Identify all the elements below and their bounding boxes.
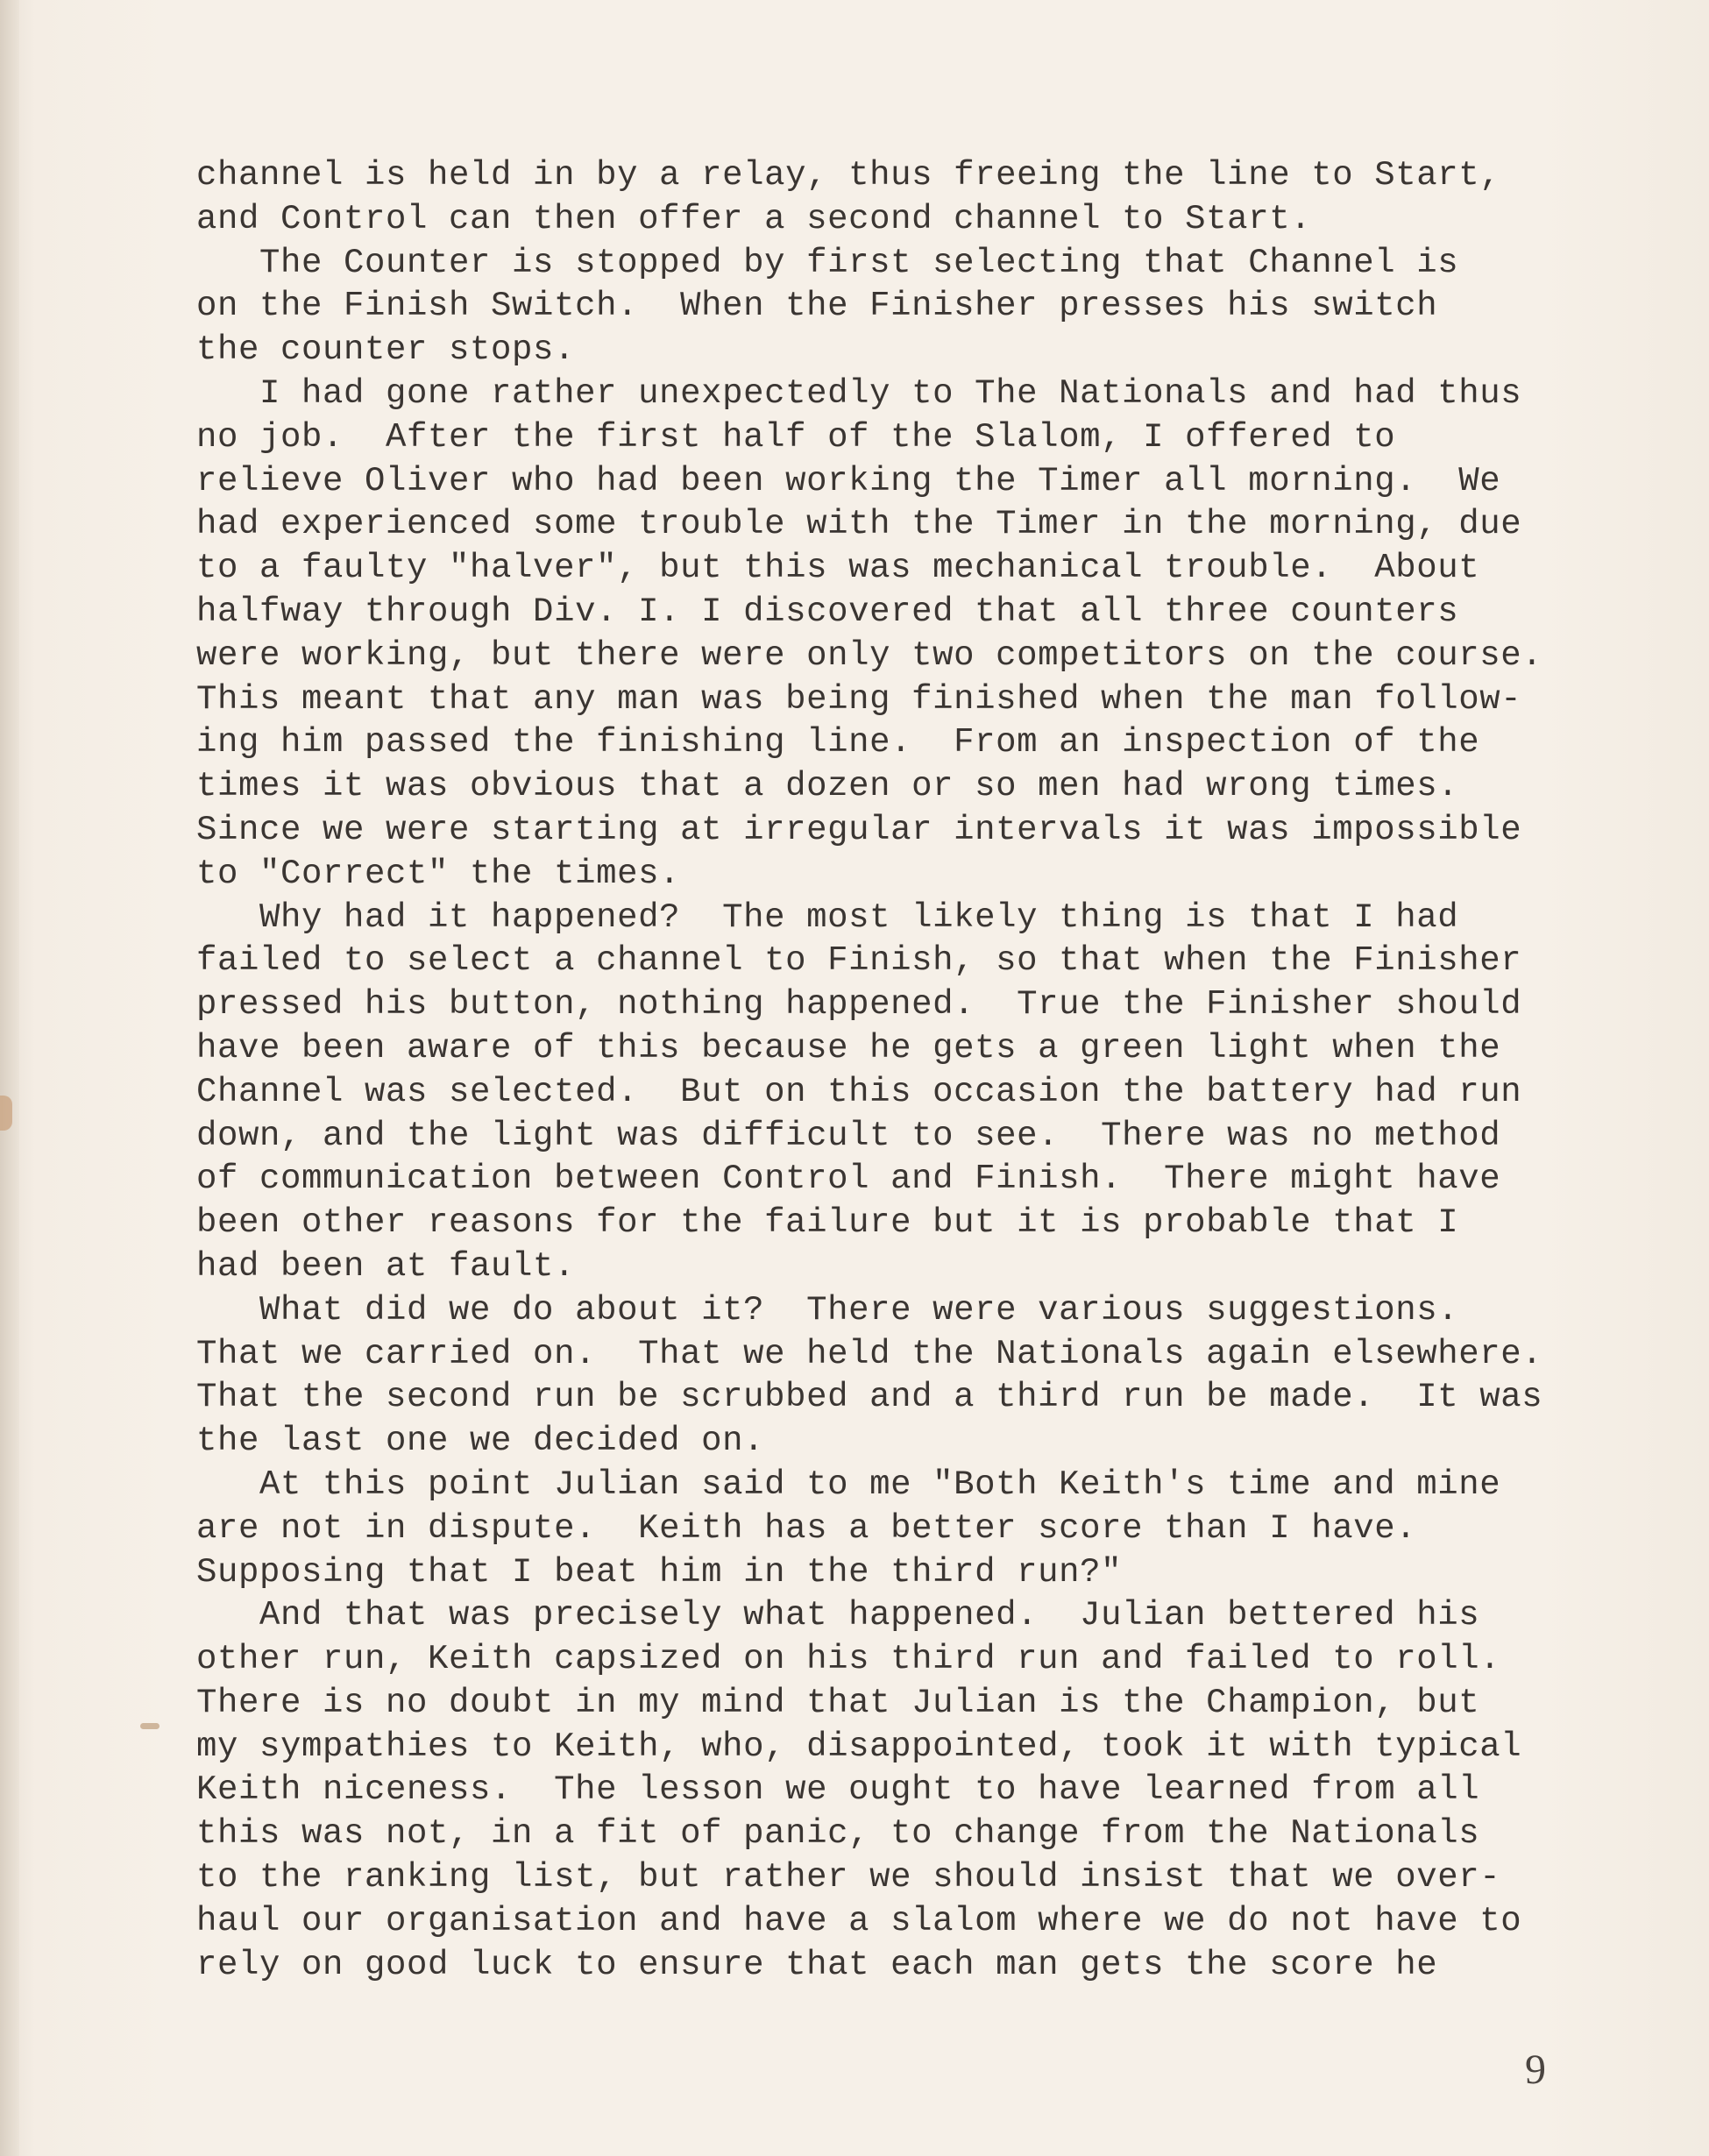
text-line: rely on good luck to ensure that each man gets the score he xyxy=(196,1945,1438,1984)
binding-edge xyxy=(0,0,19,2156)
text-line: That we carried on. That we held the Nationals again elsewhere. xyxy=(196,1334,1543,1373)
text-line: failed to select a channel to Finish, so that when the Finisher xyxy=(196,941,1522,981)
text-line: and Control can then offer a second channel to Start. xyxy=(196,199,1312,238)
text-line: times it was obvious that a dozen or so men had wrong times. xyxy=(196,767,1459,806)
text-line: were working, but there were only two competitors on the course. xyxy=(196,635,1543,675)
text-line: Supposing that I beat him in the third run?" xyxy=(196,1552,1123,1592)
text-line: Keith niceness. The lesson we ought to have learned from all xyxy=(196,1770,1480,1810)
text-line: no job. After the first half of the Slalom, I offered to xyxy=(196,417,1396,457)
text-line: What did we do about it? There were various suggestions. xyxy=(196,1290,1459,1330)
text-line: this was not, in a fit of panic, to change from the Nationals xyxy=(196,1814,1480,1854)
text-line: to "Correct" the times. xyxy=(196,854,681,893)
text-line: down, and the light was difficult to see. There was no method xyxy=(196,1116,1501,1155)
text-line: This meant that any man was being finished when the man follow- xyxy=(196,679,1522,719)
text-line: of communication between Control and Finish. There might have xyxy=(196,1160,1501,1199)
text-line: been other reasons for the failure but it is probable that I xyxy=(196,1203,1459,1243)
text-line: had been at fault. xyxy=(196,1246,576,1286)
text-line: the last one we decided on. xyxy=(196,1422,765,1461)
text-line: Why had it happened? The most likely thing is that I had xyxy=(196,897,1459,937)
text-line: There is no doubt in my mind that Julian is the Champion, but xyxy=(196,1683,1480,1722)
text-line: channel is held in by a relay, thus freeing the line to Start, xyxy=(196,156,1501,195)
page-number: 9 xyxy=(1525,2046,1546,2093)
text-line: other run, Keith capsized on his third run and failed to roll. xyxy=(196,1640,1501,1679)
text-line: halfway through Div. I. I discovered that all three counters xyxy=(196,592,1459,631)
text-line: to a faulty "halver", but this was mechanical trouble. About xyxy=(196,549,1480,588)
text-line: my sympathies to Keith, who, disappointed, took it with typical xyxy=(196,1727,1522,1766)
typewritten-body-text xyxy=(196,154,1616,1987)
text-line: Since we were starting at irregular intervals it was impossible xyxy=(196,810,1522,849)
text-line: to the ranking list, but rather we should insist that we over- xyxy=(196,1858,1501,1897)
text-line: on the Finish Switch. When the Finisher presses his switch xyxy=(196,287,1438,326)
text-line: had experienced some trouble with the Timer in the morning, due xyxy=(196,505,1522,544)
text-line: Channel was selected. But on this occasion the battery had run xyxy=(196,1072,1522,1111)
text-line: The Counter is stopped by first selecting that Channel is xyxy=(196,243,1459,282)
text-line: are not in dispute. Keith has a better score than I have. xyxy=(196,1508,1417,1548)
text-line: the counter stops. xyxy=(196,330,576,370)
ink-mark xyxy=(140,1723,160,1729)
text-line: That the second run be scrubbed and a third run be made. It was xyxy=(196,1378,1543,1417)
text-line: And that was precisely what happened. Julian bettered his xyxy=(196,1596,1480,1635)
text-line: ing him passed the finishing line. From an inspection of the xyxy=(196,723,1480,762)
paper-stain xyxy=(0,1096,12,1131)
text-line: At this point Julian said to me "Both Keith's time and mine xyxy=(196,1465,1501,1504)
text-line: haul our organisation and have a slalom where we do not have to xyxy=(196,1901,1522,1940)
text-line: have been aware of this because he gets a green light when the xyxy=(196,1028,1501,1067)
text-line: I had gone rather unexpectedly to The Nationals and had thus xyxy=(196,373,1522,413)
text-line: pressed his button, nothing happened. True the Finisher should xyxy=(196,985,1522,1025)
text-line: relieve Oliver who had been working the Timer all morning. We xyxy=(196,461,1501,500)
